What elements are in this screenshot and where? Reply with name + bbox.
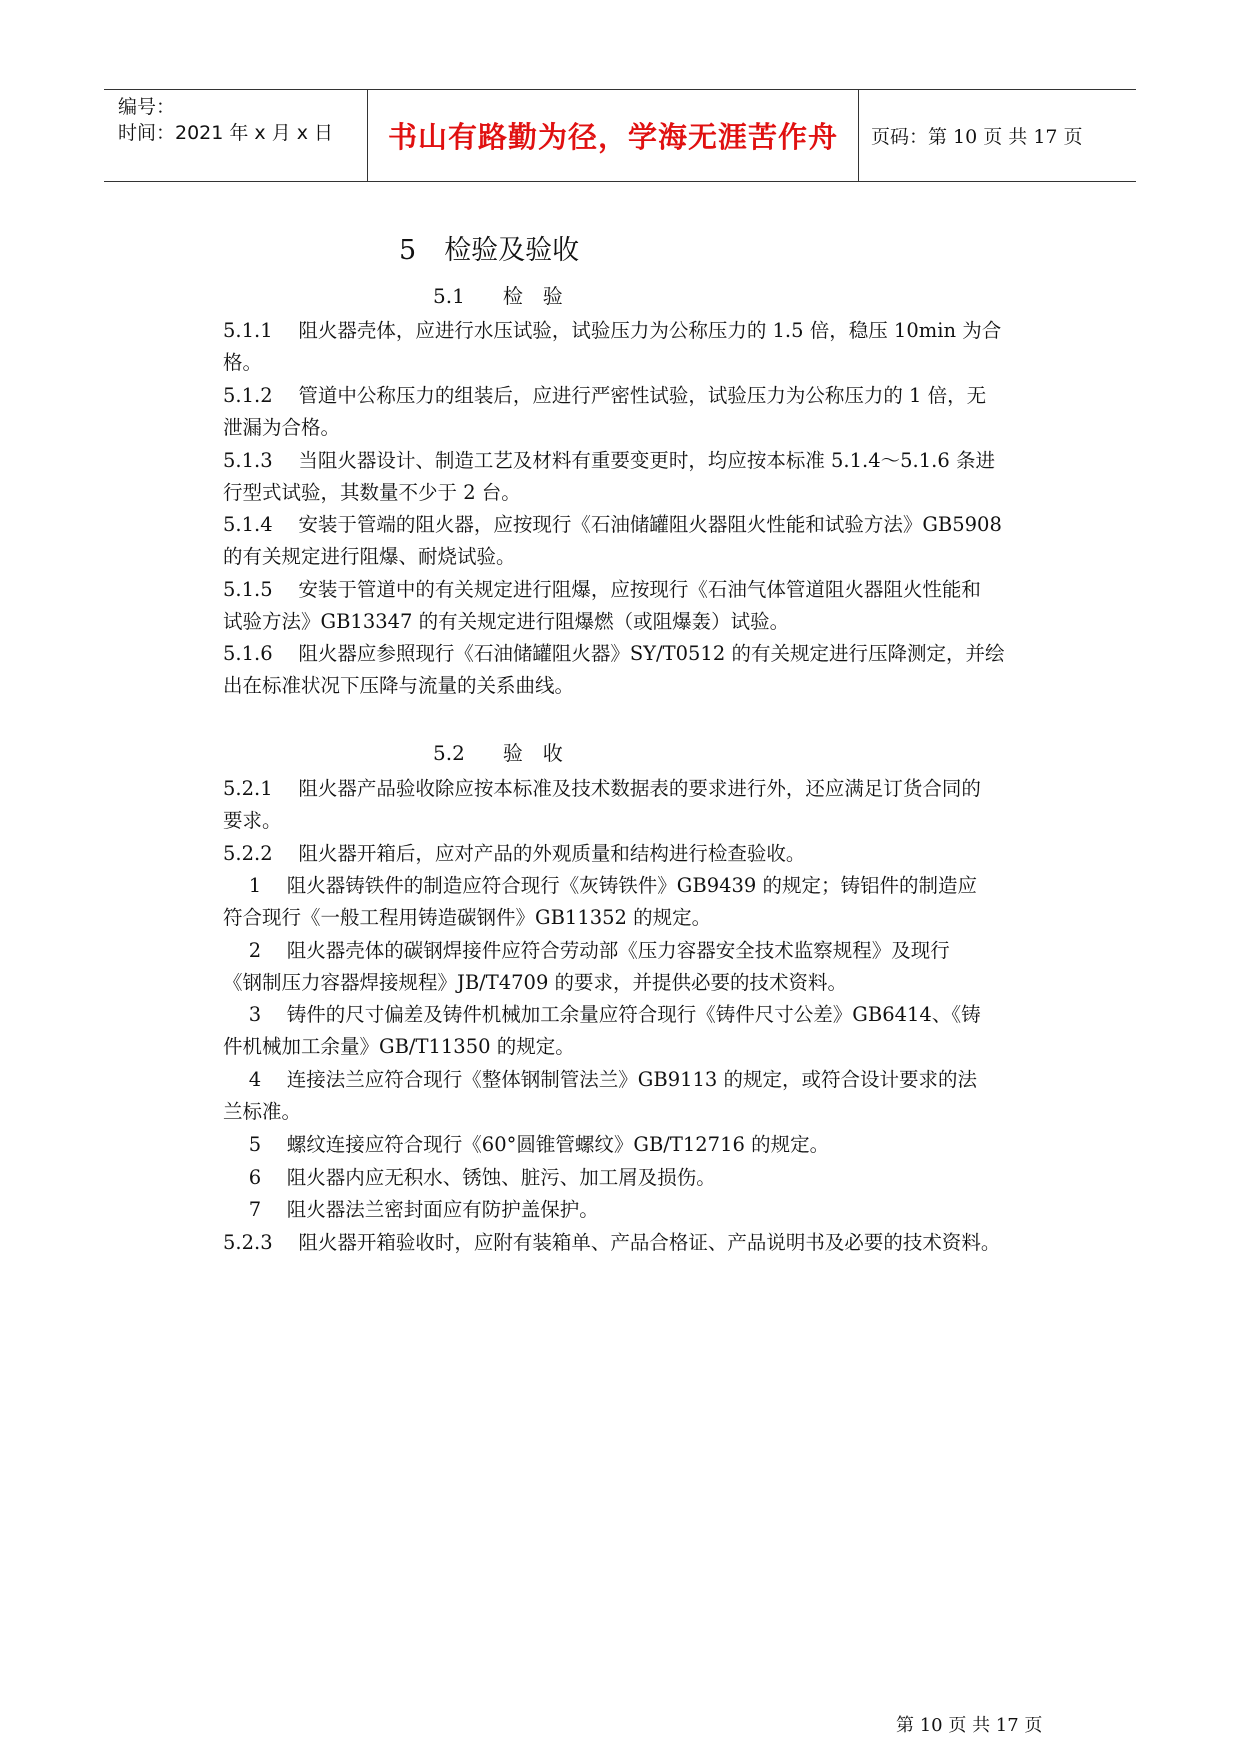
section-5-2-heading [433,737,563,766]
section-text: 检 验 [502,284,563,308]
body-line: 3 铸件的尺寸偏差及铸件机械加工余量应符合现行《铸件尺寸公差》GB6414、《铸 [223,1003,981,1026]
body-line: 试验方法》GB13347 的有关规定进行阻爆燃（或阻爆轰）试验。 [223,610,790,633]
body-line: 5.1.5 安装于管道中的有关规定进行阻爆，应按现行《石油气体管道阻火器阻火性能和 [223,578,981,601]
time-label: 时间：2021 年 x 月 x 日 [118,122,334,144]
body-line: 的有关规定进行阻爆、耐烧试验。 [223,545,516,568]
section-number: 5.2 [433,741,465,765]
body-line: 格。 [223,351,263,374]
body-line: 行型式试验，其数量不少于 2 台。 [223,481,521,504]
body-line: 7 阻火器法兰密封面应有防护盖保护。 [223,1198,599,1221]
section-number: 5.1 [433,284,465,308]
page-header [104,89,1136,182]
header-left-cell [104,90,368,181]
body-line: 兰标准。 [223,1100,302,1123]
body-line: 出在标准状况下压降与流量的关系曲线。 [223,674,575,697]
body-line: 6 阻火器内应无积水、锈蚀、脏污、加工屑及损伤。 [223,1166,716,1189]
section-5-1-heading [433,280,563,309]
body-line: 4 连接法兰应符合现行《整体钢制管法兰》GB9113 的规定，或符合设计要求的法 [223,1068,978,1091]
header-page-info: 页码：第 10 页 共 17 页 [871,126,1083,148]
section-text: 验 收 [502,741,563,765]
body-line: 要求。 [223,809,282,832]
body-line: 5.1.2 管道中公称压力的组装后，应进行严密性试验，试验压力为公称压力的 1 倍，无 [223,384,987,407]
body-line: 《钢制压力容器焊接规程》JB/T4709 的要求，并提供必要的技术资料。 [223,971,848,994]
body-line: 5.2.2 阻火器开箱后，应对产品的外观质量和结构进行检查验收。 [223,842,806,865]
body-line: 5.1.1 阻火器壳体，应进行水压试验，试验压力为公称压力的 1.5 倍，稳压 10min 为合 [223,319,1002,342]
body-line: 5 螺纹连接应符合现行《60°圆锥管螺纹》GB/T12716 的规定。 [223,1133,830,1156]
chapter-title [399,228,579,267]
body-line: 5.2.3 阻火器开箱验收时，应附有装箱单、产品合格证、产品说明书及必要的技术资料。 [223,1231,1001,1254]
body-line: 1 阻火器铸铁件的制造应符合现行《灰铸铁件》GB9439 的规定；铸铝件的制造应 [223,874,978,897]
number-label: 编号： [118,96,176,118]
body-line: 5.1.6 阻火器应参照现行《石油储罐阻火器》SY/T0512 的有关规定进行压降测定，并绘 [223,642,1005,665]
chapter-text: 检验及验收 [444,235,580,266]
header-motto: 书山有路勤为径，学海无涯苦作舟 [368,90,859,181]
body-line: 件机械加工余量》GB/T11350 的规定。 [223,1035,575,1058]
body-line: 5.2.1 阻火器产品验收除应按本标准及技术数据表的要求进行外，还应满足订货合同的 [223,777,981,800]
body-line: 5.1.4 安装于管端的阻火器，应按现行《石油储罐阻火器阻火性能和试验方法》GB5908 [223,513,1002,536]
body-line: 符合现行《一般工程用铸造碳钢件》GB11352 的规定。 [223,906,712,929]
chapter-number: 5 [399,235,417,266]
body-line: 5.1.3 当阻火器设计、制造工艺及材料有重要变更时，均应按本标准 5.1.4～5.1.6 条进 [223,449,995,472]
body-line: 泄漏为合格。 [223,416,341,439]
body-line: 2 阻火器壳体的碳钢焊接件应符合劳动部《压力容器安全技术监察规程》及现行 [223,939,950,962]
page-footer: 第 10 页 共 17 页 [896,1715,1043,1736]
